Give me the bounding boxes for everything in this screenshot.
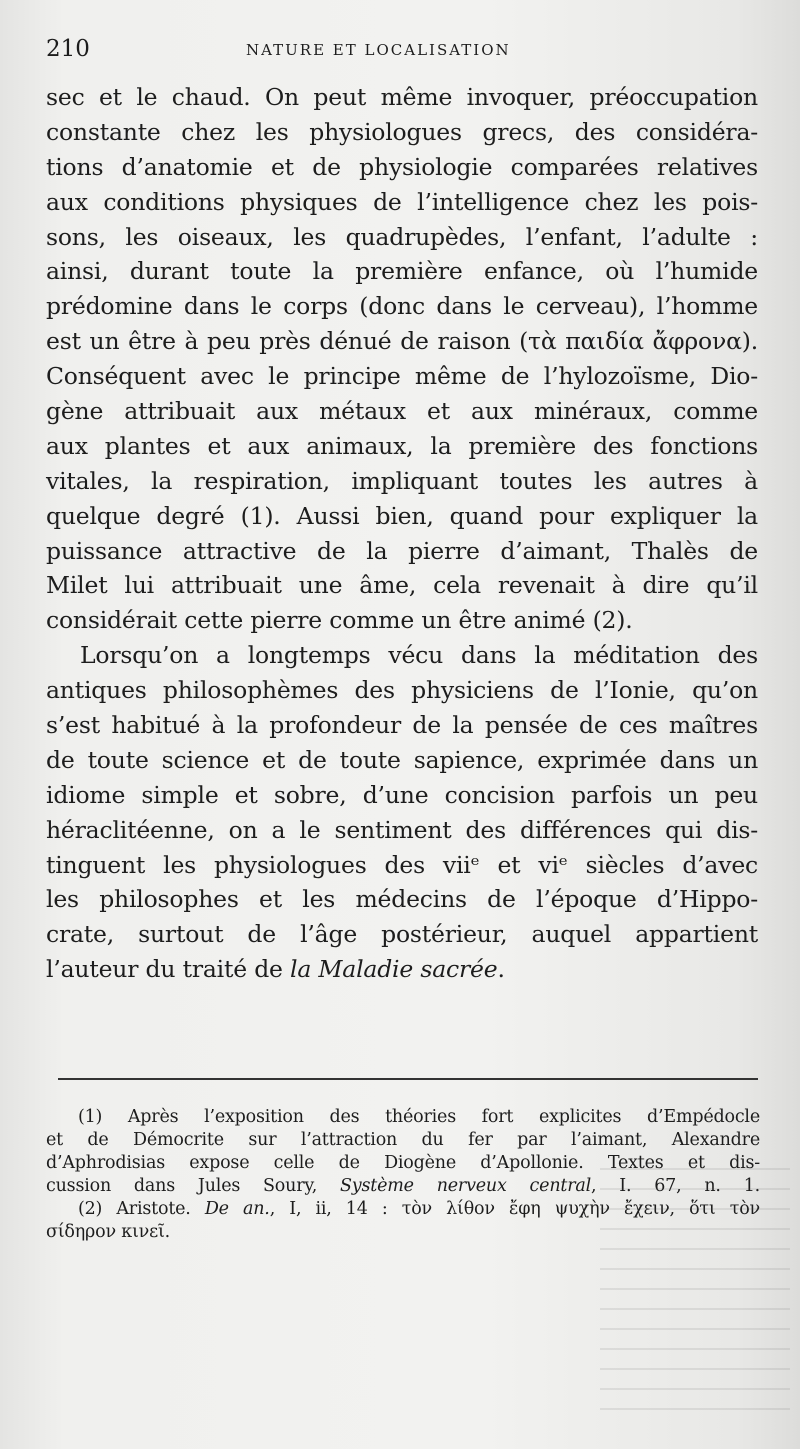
text-line: gène attribuait aux métaux et aux minéraux, comme [46,397,758,426]
text-line: est un être à peu près dénué de raison (τὰ παιδία ἄφρονα). [46,327,758,356]
text-line: aux plantes et aux animaux, la première des fonctions [46,431,758,460]
text-line-final [46,952,758,987]
text-line: tions d’anatomie et de physiologie comparées relatives [46,152,758,181]
text-line: s’est habitué à la profondeur de la pensée de ces maîtres [46,711,758,740]
text-line: crate, surtout de l’âge postérieur, auquel appartient [46,920,758,949]
footnote-1-line: et de Démocrite sur l’attraction du fer par l’aimant, Alexandre [46,1130,760,1150]
text-line: quelque degré (1). Aussi bien, quand pour expliquer la [46,501,758,530]
page-number: 210 [46,36,90,62]
text-line: les philosophes et les médecins de l’époque d’Hippo- [46,885,758,914]
footnote-1-line: (1) Après l’exposition des théories fort explicites d’Empédocle [78,1107,760,1127]
text-line: antiques philosophèmes des physiciens de l’Ionie, qu’on [46,676,758,705]
main-text [46,80,758,987]
running-title: NATURE ET LOCALISATION [246,41,511,59]
text-line: sons, les oiseaux, les quadrupèdes, l’enfant, l’adulte : [46,222,758,251]
text-line: Milet lui attribuait une âme, cela revenait à dire qu’il [46,571,758,600]
footnote-rule [58,1078,758,1080]
text-line: puissance attractive de la pierre d’aimant, Thalès de [46,536,758,565]
text-line: ainsi, durant toute la première enfance, où l’humide [46,257,758,286]
text-fragment: , I, ii, 14 : τὸν λίθον ἔφη ψυχὴν ἔχειν, ὅτι τὸν [269,1199,760,1219]
text-line: de toute science et de toute sapience, exprimée dans un [46,745,758,774]
text-line: aux conditions physiques de l’intelligence chez les pois- [46,187,758,216]
text-line: Conséquent avec le principe même de l’hylozoïsme, Dio- [46,362,758,391]
text-fragment: cussion dans Jules Soury, [46,1176,340,1196]
text-line: considérait cette pierre comme un être animé (2). [46,606,633,635]
text-fragment: (2) Aristote. [78,1199,205,1219]
page-header [46,36,756,66]
text-line: prédomine dans le corps (donc dans le cerveau), l’homme [46,292,758,321]
cited-work-title: De an. [204,1199,270,1219]
text-line: idiome simple et sobre, d’une concision parfois un peu [46,780,758,809]
footnote-2-line-final: σίδηρον κινεῖ. [46,1222,170,1242]
text-fragment: . [497,955,505,984]
text-line: Lorsqu’on a longtemps vécu dans la méditation des [80,641,758,670]
treatise-title: la Maladie sacrée [290,955,498,984]
text-line: sec et le chaud. On peut même invoquer, préoccupation [46,83,758,111]
text-fragment: , I. 67, n. 1. [591,1176,760,1196]
text-line: tinguent les physiologues des viiᵉ et viᵉ siècles d’avec [46,850,758,879]
text-line: vitales, la respiration, impliquant toutes les autres à [46,466,758,495]
cited-work-title: Système nerveux central [340,1176,592,1196]
text-line: constante chez les physiologues grecs, des considéra- [46,117,758,146]
text-fragment: l’auteur du traité de [46,955,291,984]
show-through-texture [600,1150,790,1410]
footnote-1-line: d’Aphrodisias expose celle de Diogène d’Apollonie. Textes et dis- [46,1153,760,1173]
text-line: héraclitéenne, on a le sentiment des différences qui dis- [46,815,758,844]
